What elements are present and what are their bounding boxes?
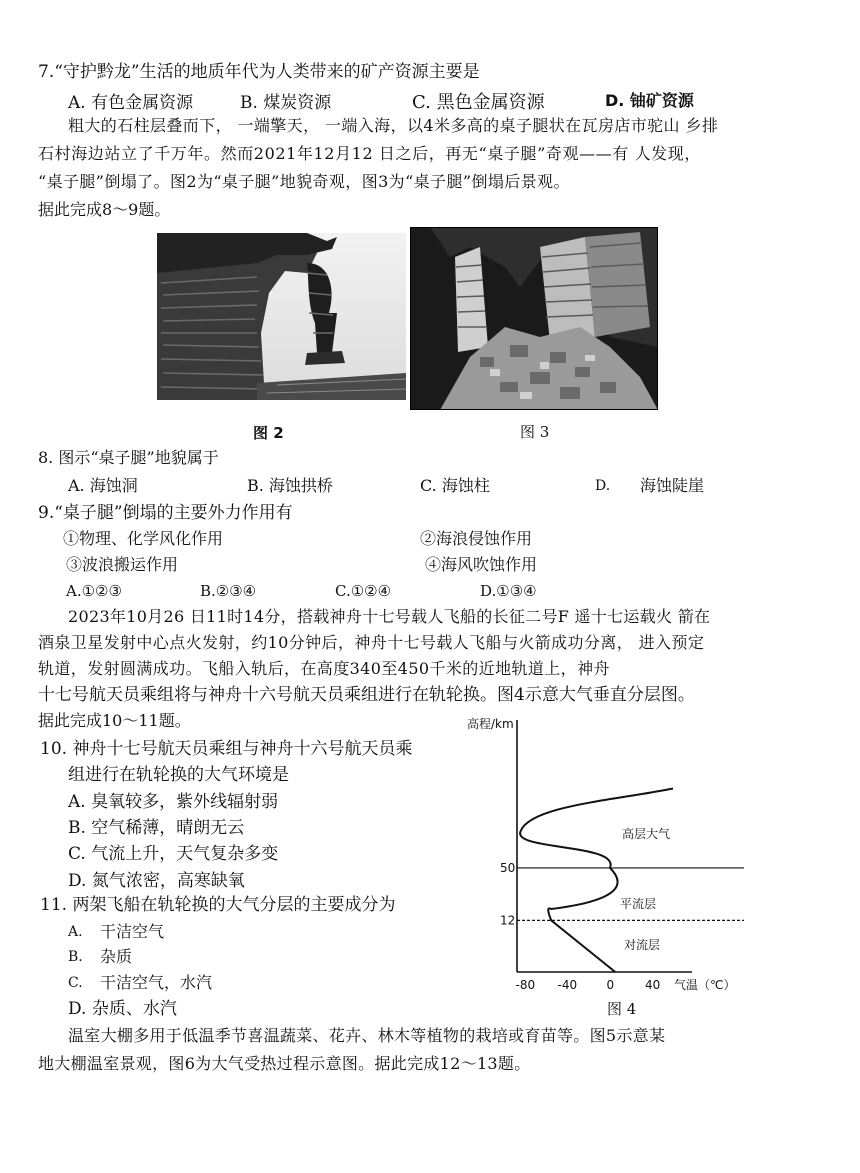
- passage2-line1: 2023年10月26 日11时14分，搭载神舟十七号载人飞船的长征二号F 遥十七运载火 箭在: [68, 607, 711, 626]
- q9-option-c: C.①②④: [335, 582, 392, 600]
- passage3-line2: 地大棚温室景观，图6为大气受热过程示意图。据此完成12～13题。: [38, 1054, 531, 1073]
- q9-statement-3: ③波浪搬运作用: [66, 555, 179, 574]
- q8-option-a: A. 海蚀洞: [68, 476, 138, 495]
- chart-layer-upper-atmosphere: 高层大气: [622, 827, 671, 841]
- chart-x-tick-label: -80: [515, 978, 536, 992]
- chart-layer-stratosphere: 平流层: [620, 897, 657, 911]
- q7-option-d: D. 铀矿资源: [605, 91, 694, 110]
- figure4-caption: 图 4: [607, 1000, 637, 1018]
- q11-option-b-text: 杂质: [100, 947, 133, 966]
- q7-option-c: C. 黑色金属资源: [412, 92, 545, 113]
- q9-option-a: A.①②③: [66, 582, 122, 600]
- figure3-caption: 图 3: [520, 423, 550, 441]
- q9-statement-4: ④海风吹蚀作用: [425, 555, 538, 574]
- q10-stem-line1: 10. 神舟十七号航天员乘组与神舟十六号航天员乘: [40, 739, 413, 759]
- chart-x-tick-label: 40: [645, 978, 661, 992]
- passage2-line5: 据此完成10～11题。: [38, 711, 191, 730]
- figure4-atmosphere-chart: [462, 712, 752, 1002]
- chart-layer-troposphere: 对流层: [624, 938, 661, 952]
- q10-option-b: B. 空气稀薄，晴朗无云: [68, 818, 245, 838]
- figure3-collapsed-photo: [410, 227, 658, 410]
- q8-option-d-text: 海蚀陡崖: [640, 476, 705, 495]
- figure2-caption: 图 2: [253, 424, 284, 442]
- q8-stem: 8. 图示“桌子腿”地貌属于: [38, 448, 219, 467]
- q11-stem: 11. 两架飞船在轨轮换的大气分层的主要成分为: [40, 895, 396, 915]
- passage1-line3: “桌子腿”倒塌了。图2为“桌子腿”地貌奇观，图3为“桌子腿”倒塌后景观。: [38, 172, 570, 191]
- chart-xlabel: 气温（℃）: [674, 978, 736, 992]
- q9-option-d: D.①③④: [480, 582, 537, 600]
- passage1-line1: 粗大的石柱层叠而下， 一端擎天， 一端入海，以4米多高的桌子腿状在瓦房店市驼山 乡排: [68, 116, 719, 135]
- q11-option-c-text: 干洁空气，水汽: [100, 973, 213, 992]
- passage2-line4: 十七号航天员乘组将与神舟十六号航天员乘组进行在轨轮换。图4示意大气垂直分层图。: [38, 685, 695, 705]
- passage2-line3: 轨道，发射圆满成功。飞船入轨后，在高度340至450千米的近地轨道上，神舟: [38, 659, 610, 678]
- chart-y-tick-label: 12: [500, 913, 516, 928]
- q7-option-a: A. 有色金属资源: [68, 93, 194, 113]
- passage1-line4: 据此完成8～9题。: [38, 200, 171, 219]
- q11-option-a-letter: A.: [68, 924, 83, 940]
- chart-x-tick-label: 0: [606, 978, 615, 992]
- q9-option-b: B.②③④: [200, 582, 257, 600]
- figure2-sea-stack-photo: [157, 233, 406, 400]
- q10-option-c: C. 气流上升，天气复杂多变: [68, 844, 279, 864]
- passage2-line2: 酒泉卫星发射中心点火发射，约10分钟后，神舟十七号载人飞船与火箭成功分离， 进入预定: [38, 633, 705, 652]
- chart-ylabel: 高程/km: [467, 717, 514, 731]
- q7-option-b: B. 煤炭资源: [240, 93, 332, 113]
- q10-option-a: A. 臭氧较多，紫外线辐射弱: [68, 792, 279, 812]
- passage3-line1: 温室大棚多用于低温季节喜温蔬菜、花卉、林木等植物的栽培或育苗等。图5示意某: [68, 1026, 666, 1045]
- chart-y-tick-label: 50: [500, 860, 516, 875]
- q11-option-b-letter: B.: [68, 949, 83, 965]
- q10-option-d: D. 氮气浓密，高寒缺氧: [68, 871, 245, 891]
- q8-option-c: C. 海蚀柱: [420, 476, 490, 495]
- passage1-line2: 石村海边站立了千万年。然而2021年12月12 日之后，再无“桌子腿”奇观——有 人发现，: [38, 144, 701, 163]
- q8-option-d-letter: D.: [595, 478, 611, 494]
- q9-statement-1: ①物理、化学风化作用: [63, 529, 224, 548]
- q11-option-a-text: 干洁空气: [100, 922, 165, 941]
- chart-x-tick-label: -40: [557, 978, 578, 992]
- q10-stem-line2: 组进行在轨轮换的大气环境是: [68, 765, 289, 785]
- q8-option-b: B. 海蚀拱桥: [247, 476, 333, 495]
- q11-option-c-letter: C.: [68, 975, 83, 991]
- q7-stem: 7.“守护黔龙”生活的地质年代为人类带来的矿产资源主要是: [38, 62, 480, 82]
- q9-statement-2: ②海浪侵蚀作用: [420, 529, 533, 548]
- q11-option-d: D. 杂质、水汽: [68, 999, 177, 1019]
- q9-stem: 9.“桌子腿”倒塌的主要外力作用有: [38, 503, 293, 523]
